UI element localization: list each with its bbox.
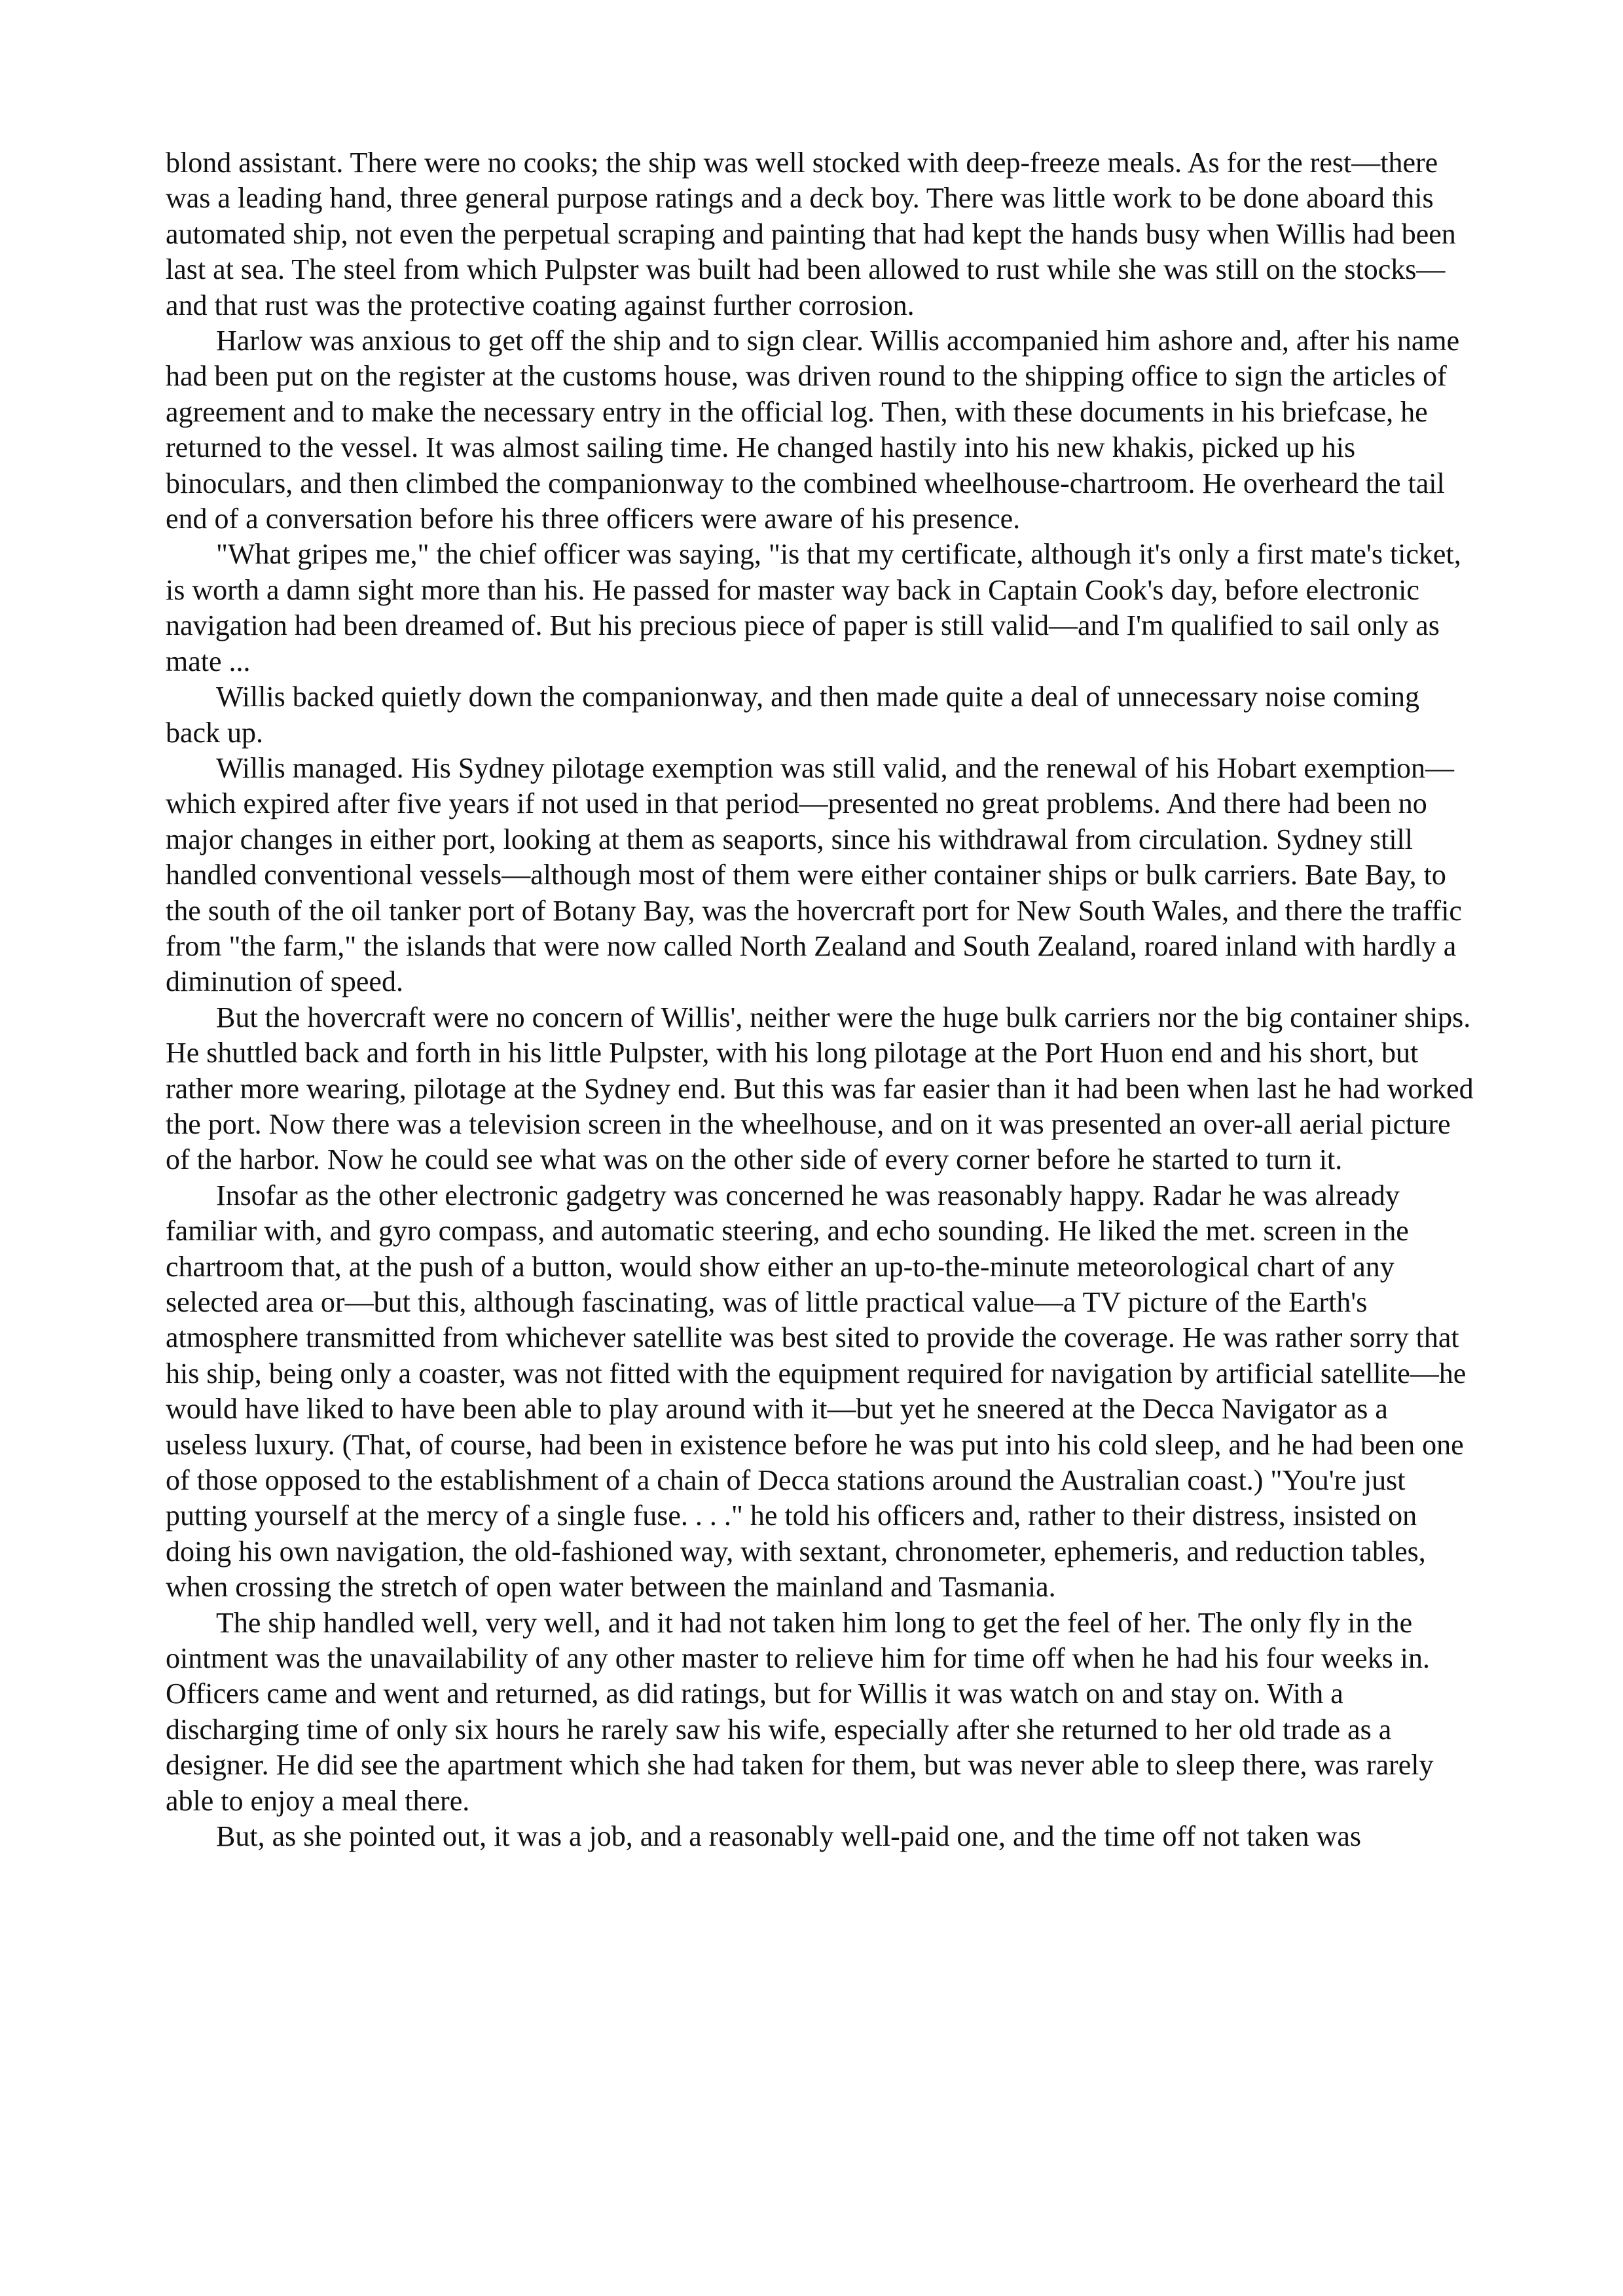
paragraph-3: "What gripes me," the chief officer was saying, "is that my certificate, although it's only a first mate's ticket, is worth a damn sight more than his. He passed for master way back in Captain Cook's day, before electronic navigation had been dreamed of. But his precious piece of paper is still valid—and I'm qualified to sail only as mate ... <box>166 538 1461 677</box>
paragraph-9: But, as she pointed out, it was a job, and a reasonably well-paid one, and the time off not taken was <box>216 1820 1361 1853</box>
paragraph-6: But the hovercraft were no concern of Willis', neither were the huge bulk carriers nor the big container ships. He shuttled back and forth in his little Pulpster, with his long pilotage at the Port Huon end and his short, but rather more wearing, pilotage at the Sydney end. But this was far easier than it had been when last he had worked the port. Now there was a television screen in the wheelhouse, and on it was presented an over-all aerial picture of the harbor. Now he could see what was on the other side of every corner before he started to turn it. <box>166 1001 1474 1176</box>
paragraph-8: The ship handled well, very well, and it had not taken him long to get the feel of her. The only fly in the ointment was the unavailability of any other master to relieve him for time off when he had his four weeks in. Officers came and went and returned, as did ratings, but for Willis it was watch on and stay on. With a discharging time of only six hours he rarely saw his wife, especially after she returned to her old trade as a designer. He did see the apartment which she had taken for them, but was never able to sleep there, was rarely able to enjoy a meal there. <box>166 1606 1434 1817</box>
paragraph-5: Willis managed. His Sydney pilotage exemption was still valid, and the renewal of his Hobart exemption—which expired after five years if not used in that period—presented no great problems. And there had been no major changes in either port, looking at them as seaports, since his withdrawal from circulation. Sydney still handled conventional vessels—although most of them were either container ships or bulk carriers. Bate Bay, to the south of the oil tanker port of Botany Bay, was the hovercraft port for New South Wales, and there the traffic from "the farm," the islands that were now called North Zealand and South Zealand, roared inland with hardly a diminution of speed. <box>166 751 1462 998</box>
paragraph-7: Insofar as the other electronic gadgetry was concerned he was reasonably happy. Radar he was already familiar with, and gyro compass, and automatic steering, and echo sounding. He liked the met. screen in the chartroom that, at the push of a button, would show either an up-to-the-minute meteorological chart of any selected area or—but this, although fascinating, was of little practical value—a TV picture of the Earth's atmosphere transmitted from whichever satellite was best sited to provide the coverage. He was rather sorry that his ship, being only a coaster, was not fitted with the equipment required for navigation by artificial satellite—he would have liked to have been able to play around with it—but yet he sneered at the Decca Navigator as a useless luxury. (That, of course, had been in existence before he was put into his cold sleep, and he had been one of those opposed to the establishment of a chain of Decca stations around the Australian coast.) "You're just putting yourself at the mercy of a single fuse. . . ." he told his officers and, rather to their distress, insisted on doing his own navigation, the old-fashioned way, with sextant, chronometer, ephemeris, and reduction tables, when crossing the stretch of open water between the mainland and Tasmania. <box>166 1179 1467 1604</box>
paragraph-1: blond assistant. There were no cooks; the ship was well stocked with deep-freeze meals. As for the rest—there was a leading hand, three general purpose ratings and a deck boy. There was little work to be done aboard this automated ship, not even the perpetual scraping and painting that had kept the hands busy when Willis had been last at sea. The steel from which Pulpster was built had been allowed to rust while she was still on the stocks—and that rust was the protective coating against further corrosion. <box>166 147 1456 321</box>
paragraph-4: Willis backed quietly down the companionway, and then made quite a deal of unnecessary noise coming back up. <box>166 681 1419 749</box>
document-page <box>166 145 1475 1855</box>
paragraph-2: Harlow was anxious to get off the ship and to sign clear. Willis accompanied him ashore and, after his name had been put on the register at the customs house, was driven round to the shipping office to sign the articles of agreement and to make the necessary entry in the official log. Then, with these documents in his briefcase, he returned to the vessel. It was almost sailing time. He changed hastily into his new khakis, picked up his binoculars, and then climbed the companionway to the combined wheelhouse-chartroom. He overheard the tail end of a conversation before his three officers were aware of his presence. <box>166 325 1460 535</box>
